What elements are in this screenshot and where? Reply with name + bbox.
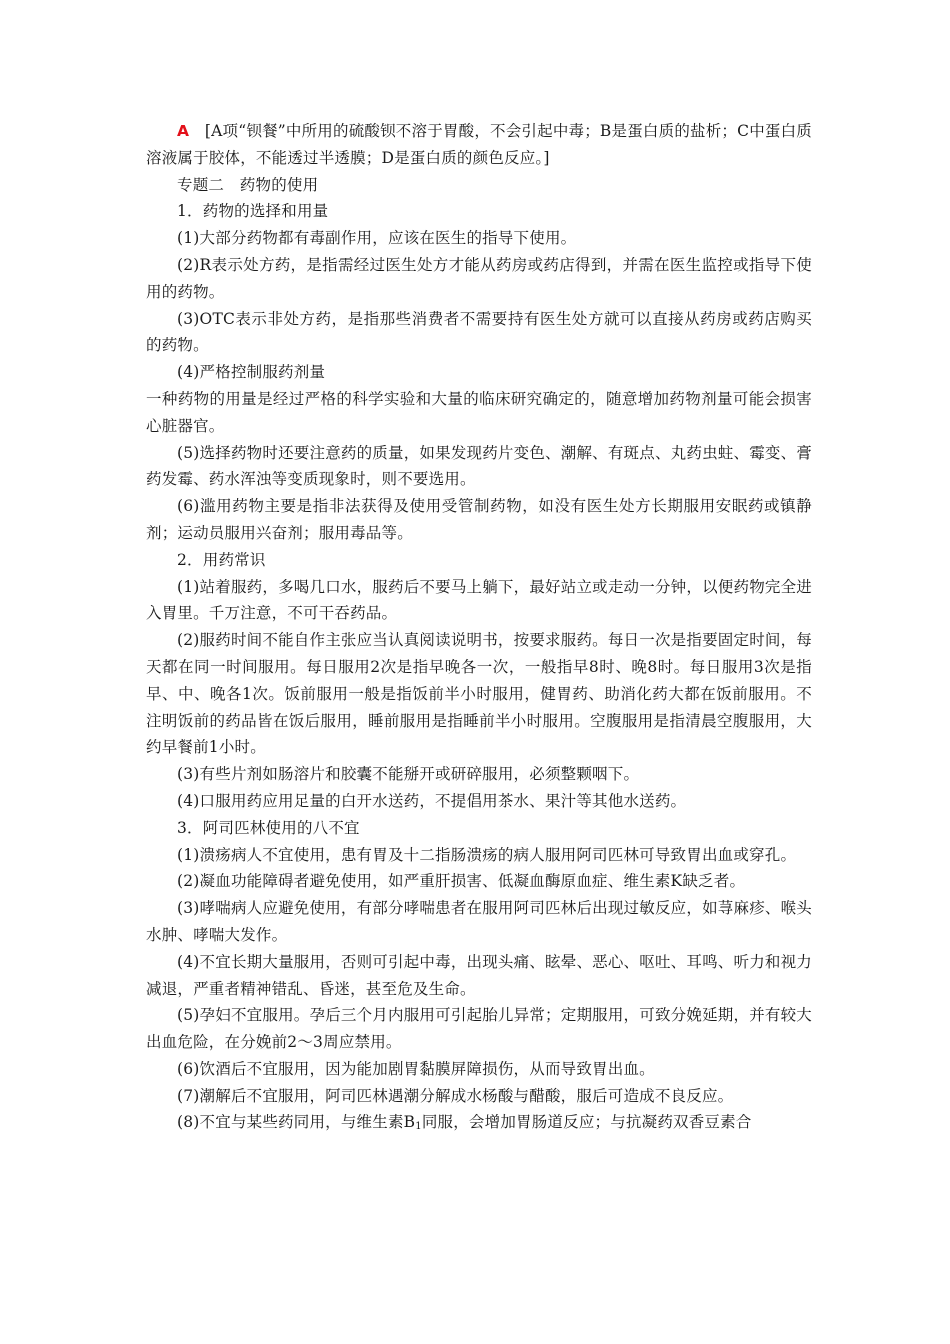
section-2-item-3: (3)有些片剂如肠溶片和胶囊不能掰开或研碎服用，必须整颗咽下。	[177, 765, 640, 784]
section-3-item-4: (4)不宜长期大量服用，否则可引起中毒，出现头痛、眩晕、恶心、呕吐、耳鸣、听力和视力减退，严重者精神错乱、昏迷，甚至危及生命。	[146, 952, 812, 998]
section-3-item-7: (7)潮解后不宜服用，阿司匹林遇潮分解成水杨酸与醋酸，服后可造成不良反应。	[177, 1086, 734, 1105]
section-3-item-8-text-start: (8)不宜与某些药同用，与维生素B	[177, 1113, 416, 1132]
section-3-item-3: (3)哮喘病人应避免使用，有部分哮喘患者在服用阿司匹林后出现过敏反应，如荨麻疹、喉头水肿、哮喘大发作。	[146, 899, 812, 944]
section-2-item-1: (1)站着服药，多喝几口水，服药后不要马上躺下，最好站立或走动一分钟，以便药物完全进入胃里。千万注意，不可干吞药品。	[146, 577, 812, 623]
section-1-item-5: (5)选择药物时还要注意药的质量，如果发现药片变色、潮解、有斑点、丸药虫蛀、霉变、膏药发霉、药水浑浊等变质现象时，则不要选用。	[146, 443, 812, 489]
section-3-item-6: (6)饮酒后不宜服用，因为能加剧胃黏膜屏障损伤，从而导致胃出血。	[177, 1059, 655, 1078]
section-3-item-1: (1)溃疡病人不宜使用，患有胃及十二指肠溃疡的病人服用阿司匹林可导致胃出血或穿孔。	[177, 845, 797, 864]
section-3-item-8-text-end: 同服，会增加胃肠道反应；与抗凝药双香豆素合	[421, 1113, 752, 1132]
section-3-heading: 3．阿司匹林使用的八不宜	[177, 818, 360, 837]
answer-explanation: [A项“钡餐”中所用的硫酸钡不溶于胃酸，不会引起中毒；B是蛋白质的盐析；C中蛋白质溶液属于胶体，不能透过半透膜；D是蛋白质的颜色反应。]	[146, 122, 812, 167]
section-2-item-2: (2)服药时间不能自作主张应当认真阅读说明书，按要求服药。每日一次是指要固定时间，每天都在同一时间服用。每日服用2次是指早晚各一次，一般指早8时、晚8时。每日服用3次是指早、中、晚各1次。饭前服用一般是指饭前半小时服用，健胃药、助消化药大都在饭前服用。不注明饭前的药品皆在饭后服用，睡前服用是指睡前半小时服用。空腹服用是指清晨空腹服用，大约早餐前1小时。	[146, 631, 812, 757]
section-3-item-8	[146, 1109, 812, 1136]
topic-title: 专题二 药物的使用	[177, 175, 319, 194]
section-1-item-3: (3)OTC表示非处方药，是指那些消费者不需要持有医生处方就可以直接从药房或药店购买的药物。	[146, 309, 812, 355]
answer-key: A	[177, 122, 190, 140]
section-1-item-1: (1)大部分药物都有毒副作用，应该在医生的指导下使用。	[177, 229, 577, 248]
document-page	[146, 118, 812, 1136]
section-1-item-2: (2)R表示处方药，是指需经过医生处方才能从药房或药店得到，并需在医生监控或指导下使用的药物。	[146, 255, 812, 301]
section-2-heading: 2．用药常识	[177, 550, 266, 569]
vitamin-b1-subscript: 1	[415, 1121, 422, 1133]
section-1-item-4: (4)严格控制服药剂量	[177, 363, 326, 382]
section-1-heading: 1．药物的选择和用量	[177, 202, 329, 221]
section-1-item-4-body: 一种药物的用量是经过严格的科学实验和大量的临床研究确定的，随意增加药物剂量可能会损害心脏器官。	[146, 389, 812, 435]
section-1-item-6: (6)滥用药物主要是指非法获得及使用受管制药物，如没有医生处方长期服用安眠药或镇静剂；运动员服用兴奋剂；服用毒品等。	[146, 497, 812, 542]
answer-paragraph	[146, 118, 812, 172]
section-3-item-5: (5)孕妇不宜服用。孕后三个月内服用可引起胎儿异常；定期服用，可致分娩延期，并有较大出血危险，在分娩前2～3周应禁用。	[146, 1006, 812, 1052]
section-2-item-4: (4)口服用药应用足量的白开水送药，不提倡用茶水、果汁等其他水送药。	[177, 791, 687, 810]
section-3-item-2: (2)凝血功能障碍者避免使用，如严重肝损害、低凝血酶原血症、维生素K缺乏者。	[177, 872, 746, 891]
